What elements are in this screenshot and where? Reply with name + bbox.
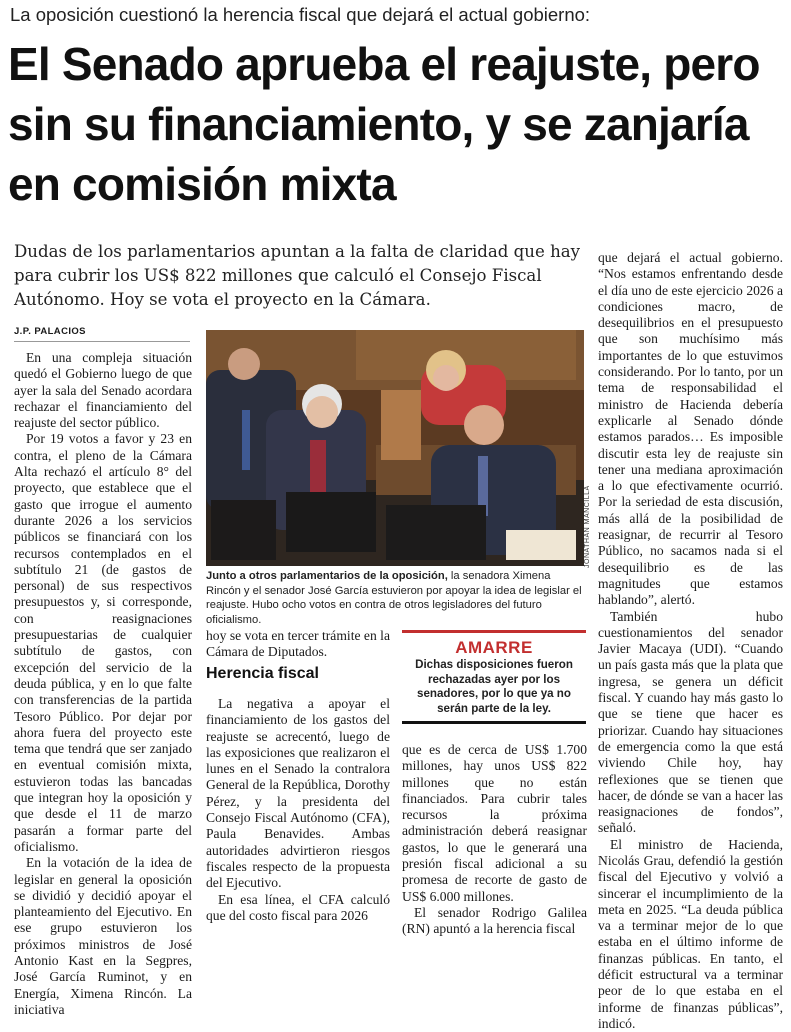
paragraph: En la votación de la idea de legislar en general la oposición se dividió y decidió apoyar el planteamiento del Ejecutivo. En ese grupo estuvieron los próximos ministros de José Antonio Kast en la Segpres, José García Ruminot, y en Energía, Ximena Rincón. La iniciativa [14, 855, 192, 1017]
paragraph: En esa línea, el CFA calculó que del costo fiscal para 2026 [206, 891, 390, 923]
news-photo [206, 330, 584, 566]
caption-text: la senadora Ximena Rincón y el senador José García estuvieron por apoyar la idea de legislar el reajuste. Hubo ocho votos en contra de otros legisladores del futuro oficialismo. [206, 570, 582, 626]
photo-credit: JONATHAN MANCILLA [584, 485, 591, 568]
pullout-accent-bar [402, 630, 586, 633]
byline-rule [14, 341, 190, 342]
section-subhead: Herencia fiscal [206, 665, 319, 682]
paragraph: El ministro de Hacienda, Nicolás Grau, defendió la gestión fiscal del Ejecutivo y volvió a sincerar el incumplimiento de la meta en 2025. “La deuda pública va a terminar mejor de lo que estaba en el último informe de finanzas públicas. En tanto, el déficit estructural va a terminar peor de lo que estaba en el informe de finanzas públicas”, indicó. [598, 836, 783, 1031]
pullout-title: AMARRE [455, 638, 533, 657]
paragraph: La negativa a apoyar el financiamiento de los gastos del reajuste se acrecentó, luego de las exposiciones que realizaron el lunes en el Senado la contralora General de la República, Dorothy Pérez, y la presidenta del Consejo Fiscal Autónomo (CFA), Paula Benavides. Ambas autoridades advirtieron riesgos fiscales respecto de la propuesta del Ejecutivo. [206, 696, 390, 891]
paragraph: hoy se vota en tercer trámite en la Cámara de Diputados. [206, 628, 390, 660]
paragraph: que es de cerca de US$ 1.700 millones, hay unos US$ 822 millones que no están financiados. Para cubrir tales recursos la próxima administración deberá reasignar gastos, lo que le generará una presión fiscal adicional a su promesa de recorte de gasto de US$ 6.000 millones. [402, 742, 587, 904]
pullout-text: Dichas disposiciones fueron rechazadas ayer por los senadores, por lo que ya no serán parte de la ley. [415, 658, 573, 715]
paragraph: que dejará el actual gobierno. “Nos estamos enfrentando desde el día uno de este ejercicio 2026 a condiciones macro, de desequilibrios en el presupuesto que son muchísimo más importantes de lo que estuvimos considerando. Por lo tanto, por un tema de responsabilidad el ministro de Hacienda debería explicarle al Senado dónde estamos parados… Es imposible discutir esta ley de reajuste sin tener una mediana aproximación a lo que efectivamente ocurrió. Por la seriedad de esta discusión, más allá de la posibilidad de reasignar, de recurrir al Tesoro Público, no sacamos nada si el desequilibrio es de las magnitudes que estamos hablando”, alertó. [598, 250, 783, 608]
paragraph: Por 19 votos a favor y 23 en contra, el pleno de la Cámara Alta rechazó el artículo 8° del proyecto, que establece que el gasto que irrogue el aumento durante 2026 a los servicios públicos se financiará con los recursos contemplados en el subtítulo 21 (de gastos de personal) de sus respectivos presupuestos y, si corresponde, con reasignaciones presupuestarias de cualquier subtítulo de gastos, con excepción del servicio de la deuda pública, y en lo que falte con transferencias de la partida Tesoro Público. Por dejar por ahora fuera del proyecto este tema que tendrá que ser zanjado en eventual comisión mixta, estuvieron todas las bancadas que integran hoy la oposición y que desde el 11 de marzo pasarán a formar parte del oficialismo. [14, 431, 192, 854]
paragraph: También hubo cuestionamientos del senador Javier Macaya (UDI). “Cuando un país gasta más que la plata que ingresa, se genera un déficit fiscal. Y cuando hay más gasto lo que se tiene que hacer es priorizar. Cuando hay situaciones de emergencia como la que está viviendo Chile hoy, hay reflexiones que se tienen que hacer, de dónde se van a hacer las reasignaciones de fondos”, señaló. [598, 608, 783, 836]
photo-caption [206, 569, 586, 627]
kicker: La oposición cuestionó la herencia fiscal que dejará el actual gobierno: [10, 4, 591, 25]
caption-lead: Junto a otros parlamentarios de la oposición, [206, 570, 448, 582]
paragraph: El senador Rodrigo Galilea (RN) apuntó a la herencia fiscal [402, 904, 587, 937]
body-column-3 [402, 742, 587, 937]
pullout-box [402, 630, 586, 724]
body-column-2 [206, 696, 390, 923]
body-column-1 [14, 350, 192, 1017]
senate-chamber-illustration [206, 330, 584, 566]
byline: J.P. PALACIOS [14, 326, 86, 337]
body-column-4 [598, 250, 783, 1031]
body-column-2-top [206, 628, 390, 661]
headline: El Senado aprueba el reajuste, pero sin su financiamiento, y se zanjaría en comisión mixta [8, 38, 760, 210]
standfirst: Dudas de los parlamentarios apuntan a la falta de claridad que hay para cubrir los US$ 822 millones que calculó el Consejo Fiscal Autónomo. Hoy se vota el proyecto en la Cámara. [14, 242, 581, 309]
paragraph: En una compleja situación quedó el Gobierno luego de que ayer la sala del Senado acordara rechazar el financiamiento del reajuste del sector público. [14, 350, 192, 431]
